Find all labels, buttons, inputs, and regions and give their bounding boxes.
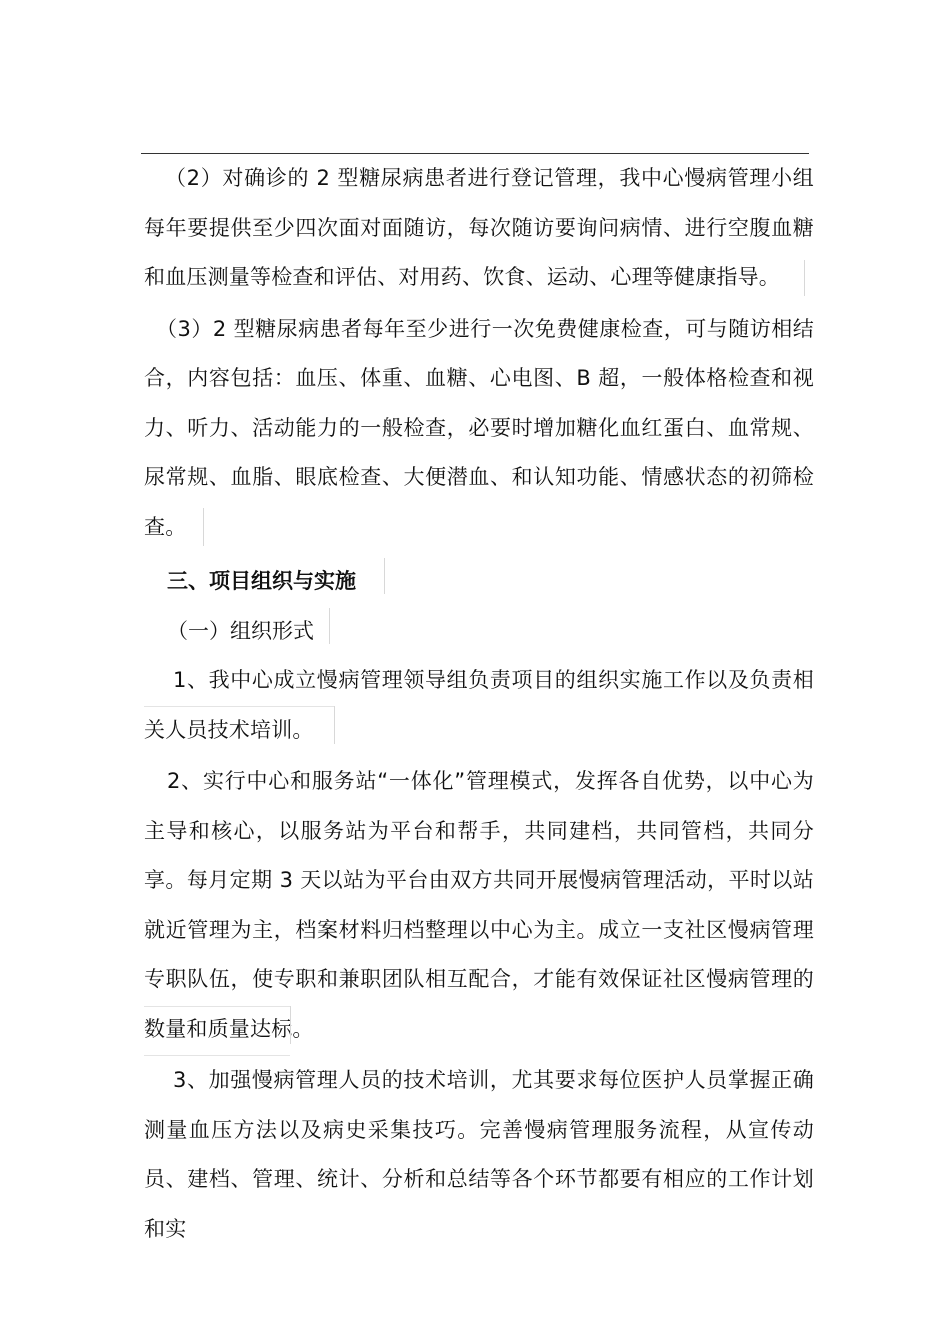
cell-border-mark — [334, 706, 335, 744]
list-item-staff-training: 3、加强慢病管理人员的技术培训，尤其要求每位医护人员掌握正确测量血压方法以及病史采集技巧。完善慢病管理服务流程，从宣传动员、建档、管理、统计、分析和总结等各个环节都要有相应的工作计划和实 — [144, 1068, 814, 1241]
cell-border-mark — [203, 508, 204, 546]
list-item-integrated-management: 2、实行中心和服务站“一体化”管理模式，发挥各自优势，以中心为主导和核心，以服务站为平台和帮手，共同建档，共同管档，共同分享。每月定期 3 天以站为平台由双方共同开展慢病管理活动，平时以站就近管理为主，档案材料归档整理以中心为主。成立一支社区慢病管理专职队伍，使专职和兼职团队相互配合，才能有效保证社区慢病管理的数量和质量达标。 — [144, 769, 814, 1041]
document-body — [144, 154, 814, 1254]
cell-border-mark — [144, 1006, 290, 1007]
cell-border-mark — [329, 608, 330, 644]
list-item-leadership-group: 1、我中心成立慢病管理领导组负责项目的组织实施工作以及负责相关人员技术培训。 — [144, 668, 814, 742]
section-heading: 三、项目组织与实施 — [167, 569, 356, 593]
paragraph-health-checkup: （3）2 型糖尿病患者每年至少进行一次免费健康检查，可与随访相结合，内容包括：血压、体重、血糖、心电图、B 超，一般体格检查和视力、听力、活动能力的一般检查，必要时增加糖化血红蛋白、血常规、尿常规、血脂、眼底检查、大便潜血、和认知功能、情感状态的初筛检查。 — [144, 316, 814, 539]
cell-border-mark — [804, 260, 805, 296]
cell-border-mark — [384, 558, 385, 594]
cell-border-mark — [144, 1055, 290, 1056]
cell-border-mark — [290, 1006, 291, 1044]
paragraph-followup-management: （2）对确诊的 2 型糖尿病患者进行登记管理，我中心慢病管理小组每年要提供至少四次面对面随访，每次随访要询问病情、进行空腹血糖和血压测量等检查和评估、对用药、饮食、运动、心理等健康指导。 — [144, 166, 814, 289]
subsection-heading: （一）组织形式 — [167, 619, 314, 643]
cell-border-mark — [144, 706, 334, 707]
